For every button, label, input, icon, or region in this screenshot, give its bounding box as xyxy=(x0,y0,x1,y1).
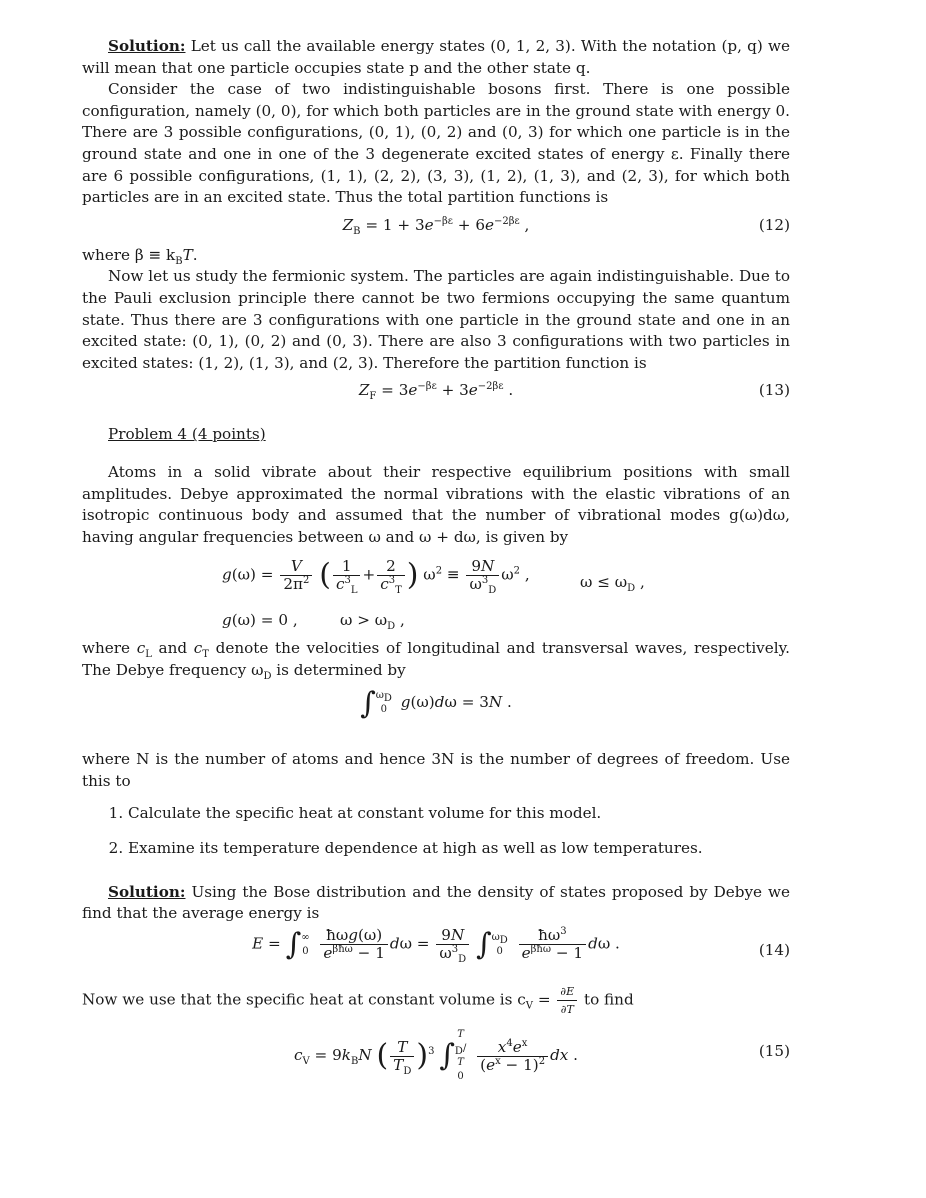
task-item-1: 1. Calculate the specific heat at constant volume for this model. xyxy=(128,803,790,825)
equation-15-number: (15) xyxy=(758,1042,790,1061)
g-omega-condition-2: $\omega > \omega_D$ , xyxy=(340,611,405,633)
equation-12-body: $Z_B = 1 + 3e^{-\beta\varepsilon} + 6e^{-2\beta\varepsilon}$ , xyxy=(342,215,530,237)
to-find-text: to find xyxy=(579,990,634,1009)
equation-14-body: E = ∫ ∞ 0 $\frac{\text{ħωg(ω)}}{e^{\beta ħ\omega} - 1}$ dω = $\frac{9N}{\omega^3_D}$ ∫ $\omega_D$ 0 $\frac{ħ\omega^3}{e^{\beta ħ\omega} - 1}$ dω . xyxy=(252,925,620,966)
solution1-label: Solution: xyxy=(108,37,186,55)
velocities-text: denote the velocities of longitudinal and transversal waves, respectively. The Debye frequency ω xyxy=(82,639,790,679)
dof-paragraph: where N is the number of atoms and hence 3N is the number of degrees of freedom. Use this to xyxy=(82,750,790,791)
equation-15-body: $c_V = 9k_BN$ ( $\frac{T}{T_D}$ )$^3$ ∫ T $_D$/ T 0 $\frac{x^4e^x}{(e^x - 1)^2}$ dx . xyxy=(293,1029,579,1083)
document-page xyxy=(82,36,790,1083)
equation-13-body: $Z_F = 3e^{-\beta\varepsilon} + 3e^{-2\beta\varepsilon}$ . xyxy=(358,381,514,403)
equation-13 xyxy=(82,374,790,410)
determined-text: is determined by xyxy=(271,660,406,679)
g-omega-zero: g(ω) = 0 , xyxy=(222,611,298,630)
equation-14-number: (14) xyxy=(758,941,790,960)
solution1-paragraph-4: Now let us study the fermionic system. The particles are again indistinguishable. Due to the Pauli exclusion principle there cannot be two fermions occupying the same quantum state. Thus there are 3 configurations with one particle in the ground state and one in an excited state: (0, 1), (0, 2) and (0, 3). There are also 3 configurations with two particles in excited states: (1, 2), (1, 3), and (2, 3). Therefore the partition function is xyxy=(82,267,790,372)
solution2-p1-text: Using the Bose distribution and the density of states proposed by Debye we find that the average energy is xyxy=(82,882,790,923)
velocities-paragraph: where $c_L$ and $c_T$ denote the velocities of longitudinal and transversal waves, respectively. The Debye frequency $\omega_D$ is determined by xyxy=(82,639,790,682)
task-list xyxy=(82,803,790,860)
g-omega-condition-1: $\omega \le \omega_D$ , xyxy=(580,573,645,595)
solution1-paragraph-2: Consider the case of two indistinguishable bosons first. There is one possible configuration, namely (0, 0), for which both particles are in the ground state with energy 0. There are 3 possible configurations, (0, 1), (0, 2) and (0, 3) for which one particle is in the ground state and one in one of the 3 degenerate excited states of energy ε. Finally there are 6 possible configurations, (1, 1), (2, 2), (3, 3), (1, 2), (1, 3), and (2, 3), for which both particles are in an excited state. Thus the total partition functions is xyxy=(82,80,790,207)
specific-heat-text: Now we use that the specific heat at constant volume is c xyxy=(82,990,526,1009)
equation-15 xyxy=(82,1026,790,1083)
debye-normalization xyxy=(82,687,790,741)
g-omega-formula: g(ω) = $\frac{V}{2\pi^2}$ ( $\frac{1}{c^3_L}$ + $\frac{2}{c^3_T}$ ) $\omega^2$ ≡ $\frac{9N}{\omega^3_D}$ $\omega^2$ , xyxy=(222,557,530,597)
solution1-paragraph-1 xyxy=(82,36,790,79)
equation-14 xyxy=(82,925,790,979)
solution2-paragraph-1 xyxy=(82,882,790,925)
beta-definition: where β ≡ k xyxy=(82,245,176,264)
problem-4-intro: Atoms in a solid vibrate about their respective equilibrium positions with small amplitudes. Debye approximated the normal vibrations with the elastic vibrations of an isotropic continuous body and assumed that the number of vibrational modes g(ω)dω, having angular frequencies between ω and ω + dω, is given by xyxy=(82,462,790,546)
solution2-label: Solution: xyxy=(108,882,186,901)
solution2-paragraph-2: Now we use that the specific heat at constant volume is $c_V$ = $\frac{\partial E}{\partial T}$ to find xyxy=(82,985,634,1017)
solution1-p1-text: Let us call the available energy states (0, 1, 2, 3). With the notation (p, q) we will mean that one particle occupies state p and the other state q. xyxy=(82,37,790,77)
equation-13-number: (13) xyxy=(758,381,790,400)
equation-12 xyxy=(82,209,790,245)
solution1-paragraph-3: where $\beta \equiv k_BT$. xyxy=(82,245,198,267)
debye-density-of-states xyxy=(82,557,790,633)
debye-normalization-body: ∫ $\omega_D$ 0 g(ω)dω = 3N . xyxy=(360,685,512,721)
task-item-2: 2. Examine its temperature dependence at high as well as low temperatures. xyxy=(128,838,790,860)
problem-4-heading: Problem 4 (4 points) xyxy=(108,425,266,444)
equation-12-number: (12) xyxy=(758,215,790,234)
